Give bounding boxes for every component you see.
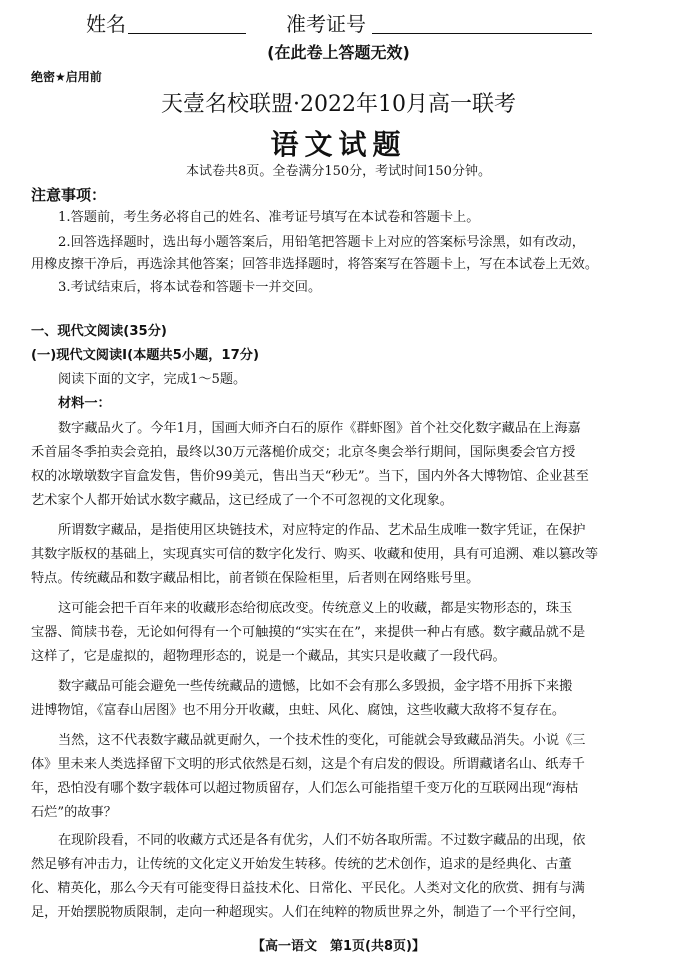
instruction: 阅读下面的文字，完成1～5题。: [58, 372, 247, 387]
note-item: 用橡皮擦干净后，再选涂其他答案；回答非选择题时，将答案写在答题卡上，写在本试卷上无效。: [31, 257, 599, 272]
passage-line: 特点。传统藏品和数字藏品相比，前者锁在保险柜里，后者则在网络账号里。: [31, 571, 480, 586]
exam-id-blank-line: [372, 33, 592, 34]
passage-line: 年，恐怕没有哪个数字载体可以超过物质留存，人们怎么可能指望千变万化的互联网出现“海枯: [31, 781, 579, 796]
section-heading: 一、现代文阅读(35分): [31, 324, 167, 339]
passage-line: 这可能会把千百年来的收藏形态给彻底改变。传统意义上的收藏，都是实物形态的，珠玉: [58, 601, 573, 616]
note-item: 2.回答选择题时，选出每小题答案后，用铅笔把答题卡上对应的答案标号涂黑，如有改动，: [58, 235, 585, 250]
passage-line: 化、精英化，那么今天有可能变得日益技术化、日常化、平民化。人类对文化的欣赏、拥有与满: [31, 881, 585, 896]
material-label: 材料一：: [58, 396, 111, 411]
passage-line: 然足够有冲击力，让传统的文化定义开始发生转移。传统的艺术创作，追求的是经典化、古董: [31, 857, 572, 872]
passage-line: 宝器、简牍书卷，无论如何得有一个可触摸的“实实在在”，来提供一种占有感。数字藏品就不是: [31, 625, 586, 640]
passage-line: 在现阶段看，不同的收藏方式还是各有优劣，人们不妨各取所需。不过数字藏品的出现，依: [58, 833, 586, 848]
note-item: 3.考试结束后，将本试卷和答题卡一并交回。: [58, 280, 322, 295]
passage-line: 禾首届冬季拍卖会竞拍，最终以30万元落槌价成交；北京冬奥会举行期间，国际奥委会官方授: [31, 445, 576, 460]
secret-mark: 绝密★启用前: [31, 70, 102, 84]
passage-line: 其数字版权的基础上，实现真实可信的数字化发行、购买、收藏和使用，具有可追溯、难以篡改等: [31, 547, 599, 562]
passage-line: 体》里未来人类选择留下文明的形式依然是石刻，这是个有启发的假设。所谓藏诸名山、纸寿千: [31, 757, 585, 772]
name-blank-line: [128, 33, 246, 34]
main-title: 语文试题: [270, 128, 407, 161]
passage-line: 进博物馆，《富春山居图》也不用分开收藏，虫蛀、风化、腐蚀，这些收藏大敌将不复存在。: [31, 703, 566, 718]
name-label: 姓名: [86, 12, 126, 36]
passage-line: 权的冰墩墩数字盲盒发售，售价99美元，售出当天“秒无”。当下，国内外各大博物馆、企业甚至: [31, 469, 589, 484]
passage-line: 艺术家个人都开始试水数字藏品，这已经成了一个不可忽视的文化现象。: [31, 493, 453, 508]
passage-line: 所谓数字藏品，是指使用区块链技术，对应特定的作品、艺术品生成唯一数字凭证，在保护: [58, 523, 586, 538]
passage-line: 数字藏品火了。今年1月，国画大师齐白石的原作《群虾图》首个社交化数字藏品在上海嘉: [58, 421, 581, 436]
exam-meta: 本试卷共8页。全卷满分150分，考试时间150分钟。: [186, 164, 491, 179]
notes-heading: 注意事项：: [31, 186, 107, 204]
candidate-info-row: [0, 8, 677, 38]
passage-line: 这样了，它是虚拟的，超物理形态的，说是一个藏品，其实只是收藏了一段代码。: [31, 649, 506, 664]
passage-line: 当然，这不代表数字藏品就更耐久，一个技术性的变化，可能就会导致藏品消失。小说《三: [58, 733, 586, 748]
passage-line: 石烂”的故事？: [31, 805, 117, 820]
invalid-answer-notice: (在此卷上答题无效): [267, 43, 410, 62]
page-footer: 【高一语文 第1页(共8页)】: [252, 939, 425, 954]
exam-id-label: 准考证号: [286, 12, 366, 36]
exam-title: 天壹名校联盟·2022年10月高一联考: [161, 92, 516, 117]
passage-line: 足，开始摆脱物质限制，走向一种超现实。人们在纯粹的物质世界之外，制造了一个平行空间，: [31, 905, 585, 920]
note-item: 1.答题前，考生务必将自己的姓名、准考证号填写在本试卷和答题卡上。: [58, 210, 480, 225]
passage-line: 数字藏品可能会避免一些传统藏品的遗憾，比如不会有那么多毁损，金字塔不用拆下来搬: [58, 679, 573, 694]
subsection-heading: (一)现代文阅读Ⅰ(本题共5小题，17分): [31, 348, 259, 363]
